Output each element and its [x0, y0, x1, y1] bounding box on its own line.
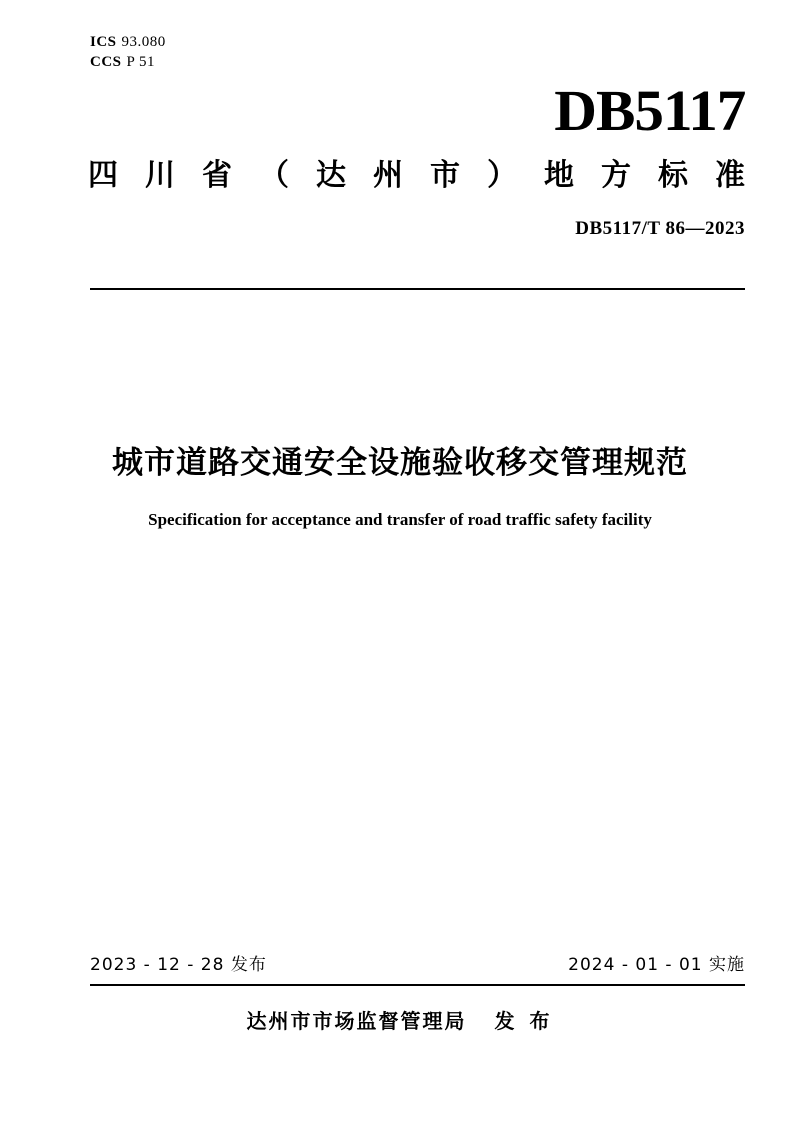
document-title-english: Specification for acceptance and transfer of road traffic safety facility	[148, 510, 652, 529]
std-char-11: 准	[715, 158, 745, 193]
publisher-line	[0, 1005, 800, 1034]
std-char-9: 方	[601, 158, 631, 193]
ccs-code-line	[90, 52, 166, 72]
standard-identifier: DB5117/T 86—2023	[575, 218, 745, 239]
ics-label: ICS	[90, 34, 117, 50]
header-divider	[90, 288, 745, 290]
classification-codes	[90, 32, 166, 73]
footer-divider	[90, 984, 745, 986]
std-char-10: 标	[658, 158, 688, 193]
standard-authority-line	[88, 150, 745, 194]
issue-date: 2023 - 12 - 28 发布	[90, 955, 267, 975]
std-char-6: 市	[430, 158, 460, 193]
std-char-7: ）	[487, 158, 517, 193]
std-char-5: 州	[373, 158, 403, 193]
std-char-4: 达	[316, 158, 346, 193]
publisher-name: 达州市市场监督管理局	[246, 1009, 467, 1033]
std-char-2: 省	[202, 158, 232, 193]
ics-code-line	[90, 32, 166, 52]
std-char-8: 地	[544, 158, 574, 193]
std-char-1: 川	[145, 158, 175, 193]
std-char-0: 四	[88, 158, 118, 193]
document-title-chinese: 城市道路交通安全设施验收移交管理规范	[112, 445, 688, 481]
dates-row	[90, 950, 745, 975]
db-number: DB5117	[553, 78, 745, 143]
effective-date: 2024 - 01 - 01 实施	[568, 955, 745, 975]
ccs-value: P 51	[126, 54, 156, 71]
ccs-label: CCS	[90, 54, 122, 71]
publisher-verb: 发 布	[494, 1009, 554, 1033]
std-char-3: （	[259, 158, 289, 193]
ics-value: 93.080	[121, 34, 166, 50]
